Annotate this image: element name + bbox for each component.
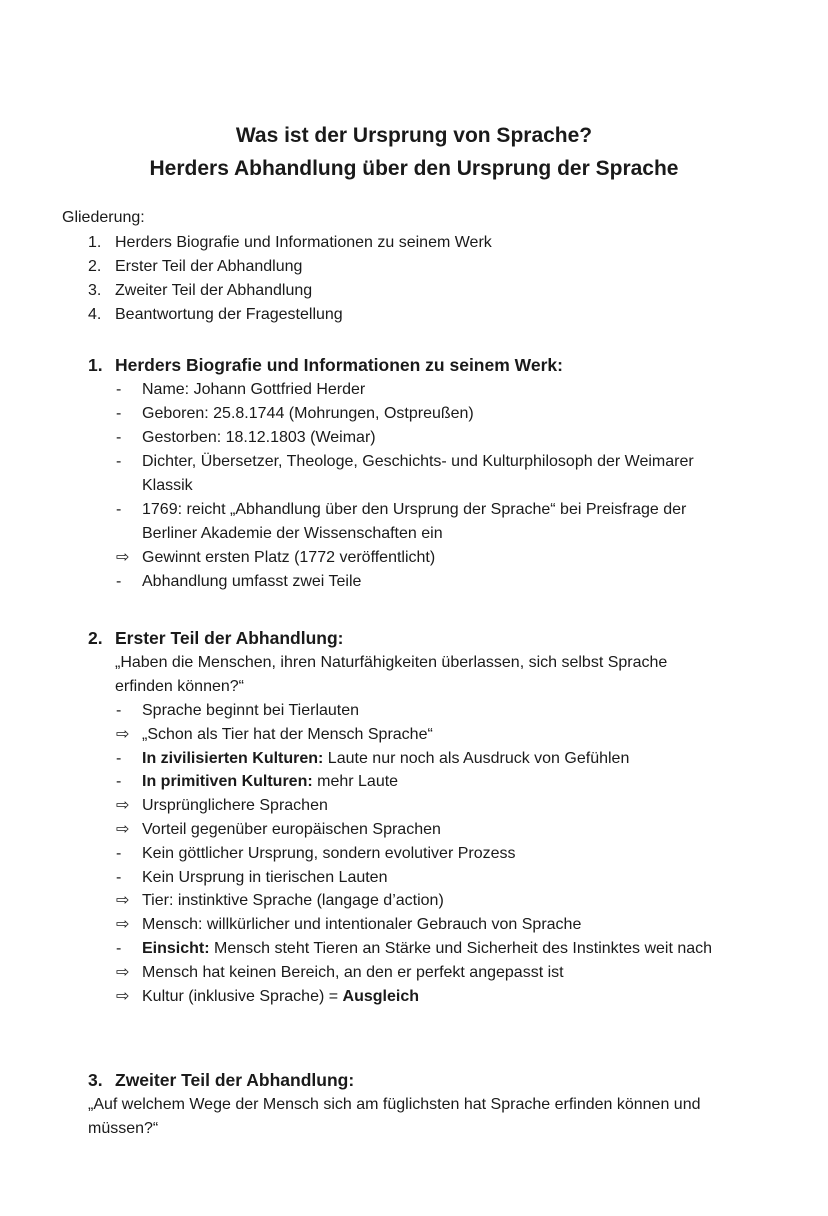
arrow-right-icon: ⇨ (116, 726, 130, 743)
list-item-text: Ursprünglichere Sprachen (142, 797, 328, 814)
outline-item-text: Herders Biografie und Informationen zu seinem Werk (115, 234, 492, 251)
dash-marker: - (116, 773, 122, 790)
arrow-right-icon: ⇨ (116, 549, 130, 566)
section-number: 3. (88, 1070, 103, 1090)
list-item-text (142, 771, 398, 793)
outline-item-number: 1. (88, 234, 102, 251)
list-item-rest: Kultur (inklusive Sprache) = (142, 988, 343, 1005)
list-item-text (142, 986, 419, 1008)
arrow-right-icon: ⇨ (116, 797, 130, 814)
list-item-text: Tier: instinktive Sprache (langage d’action) (142, 892, 444, 909)
dash-marker: - (116, 940, 122, 957)
outline-item-number: 4. (88, 306, 102, 323)
section-title: Herders Biografie und Informationen zu seinem Werk: (115, 355, 563, 375)
list-item-text: Gewinnt ersten Platz (1772 veröffentlicht) (142, 549, 436, 566)
dash-marker: - (116, 845, 122, 862)
outline-item-number: 2. (88, 258, 102, 275)
bold-label: In primitiven Kulturen: (142, 773, 313, 790)
dash-marker: - (116, 702, 122, 719)
section-number: 2. (88, 628, 103, 648)
list-item-text: Dichter, Übersetzer, Theologe, Geschichts- und Kulturphilosoph der Weimarer (142, 453, 694, 470)
arrow-right-icon: ⇨ (116, 988, 130, 1005)
list-item-text: Abhandlung umfasst zwei Teile (142, 573, 362, 590)
list-item-rest: mehr Laute (312, 773, 399, 790)
list-item-rest: Mensch steht Tieren an Stärke und Sicherheit des Instinktes weit nach (209, 940, 713, 957)
section-question-line: „Auf welchem Wege der Mensch sich am füglichsten hat Sprache erfinden können und (88, 1096, 701, 1113)
outline-item-text: Beantwortung der Fragestellung (115, 306, 343, 323)
page-subtitle: Herders Abhandlung über den Ursprung der Sprache (149, 157, 679, 180)
outline-item-text: Zweiter Teil der Abhandlung (115, 282, 313, 299)
list-item-text: Gestorben: 18.12.1803 (Weimar) (142, 429, 376, 446)
section-number: 1. (88, 355, 103, 375)
section-title: Erster Teil der Abhandlung: (115, 628, 344, 648)
arrow-right-icon: ⇨ (116, 821, 130, 838)
dash-marker: - (116, 573, 122, 590)
section-title: Zweiter Teil der Abhandlung: (115, 1070, 355, 1090)
outline-item-text: Erster Teil der Abhandlung (115, 258, 303, 275)
arrow-right-icon: ⇨ (116, 892, 130, 909)
list-item-text (142, 938, 712, 960)
arrow-right-icon: ⇨ (116, 916, 130, 933)
list-item-text (142, 748, 629, 770)
outline-item-number: 3. (88, 282, 102, 299)
list-item-text: Vorteil gegenüber europäischen Sprachen (142, 821, 441, 838)
list-item-text: Mensch hat keinen Bereich, an den er perfekt angepasst ist (142, 964, 564, 981)
list-item-text: Kein Ursprung in tierischen Lauten (142, 869, 388, 886)
section-question-line: müssen?“ (88, 1120, 159, 1137)
bold-label: Einsicht: (142, 940, 210, 957)
bold-label: In zivilisierten Kulturen: (142, 750, 324, 767)
list-item-continuation: Berliner Akademie der Wissenschaften ein (142, 525, 443, 542)
page-title: Was ist der Ursprung von Sprache? (235, 124, 593, 147)
list-item-text: „Schon als Tier hat der Mensch Sprache“ (142, 726, 433, 743)
dash-marker: - (116, 501, 122, 518)
arrow-right-icon: ⇨ (116, 964, 130, 981)
list-item-text: Sprache beginnt bei Tierlauten (142, 702, 360, 719)
dash-marker: - (116, 381, 122, 398)
outline-label: Gliederung: (62, 209, 145, 226)
section-question-line: erfinden können?“ (115, 678, 244, 695)
list-item-rest: Laute nur noch als Ausdruck von Gefühlen (323, 750, 630, 767)
list-item-text: 1769: reicht „Abhandlung über den Ursprung der Sprache“ bei Preisfrage der (142, 501, 687, 518)
list-item-text: Name: Johann Gottfried Herder (142, 381, 366, 398)
dash-marker: - (116, 429, 122, 446)
list-item-text: Mensch: willkürlicher und intentionaler Gebrauch von Sprache (142, 916, 582, 933)
dash-marker: - (116, 869, 122, 886)
bold-label: Ausgleich (342, 988, 419, 1005)
section-question-line: „Haben die Menschen, ihren Naturfähigkeiten überlassen, sich selbst Sprache (115, 654, 668, 671)
dash-marker: - (116, 750, 122, 767)
list-item-continuation: Klassik (142, 477, 193, 494)
dash-marker: - (116, 453, 122, 470)
list-item-text: Kein göttlicher Ursprung, sondern evolutiver Prozess (142, 845, 516, 862)
dash-marker: - (116, 405, 122, 422)
list-item-text: Geboren: 25.8.1744 (Mohrungen, Ostpreußen) (142, 405, 474, 422)
